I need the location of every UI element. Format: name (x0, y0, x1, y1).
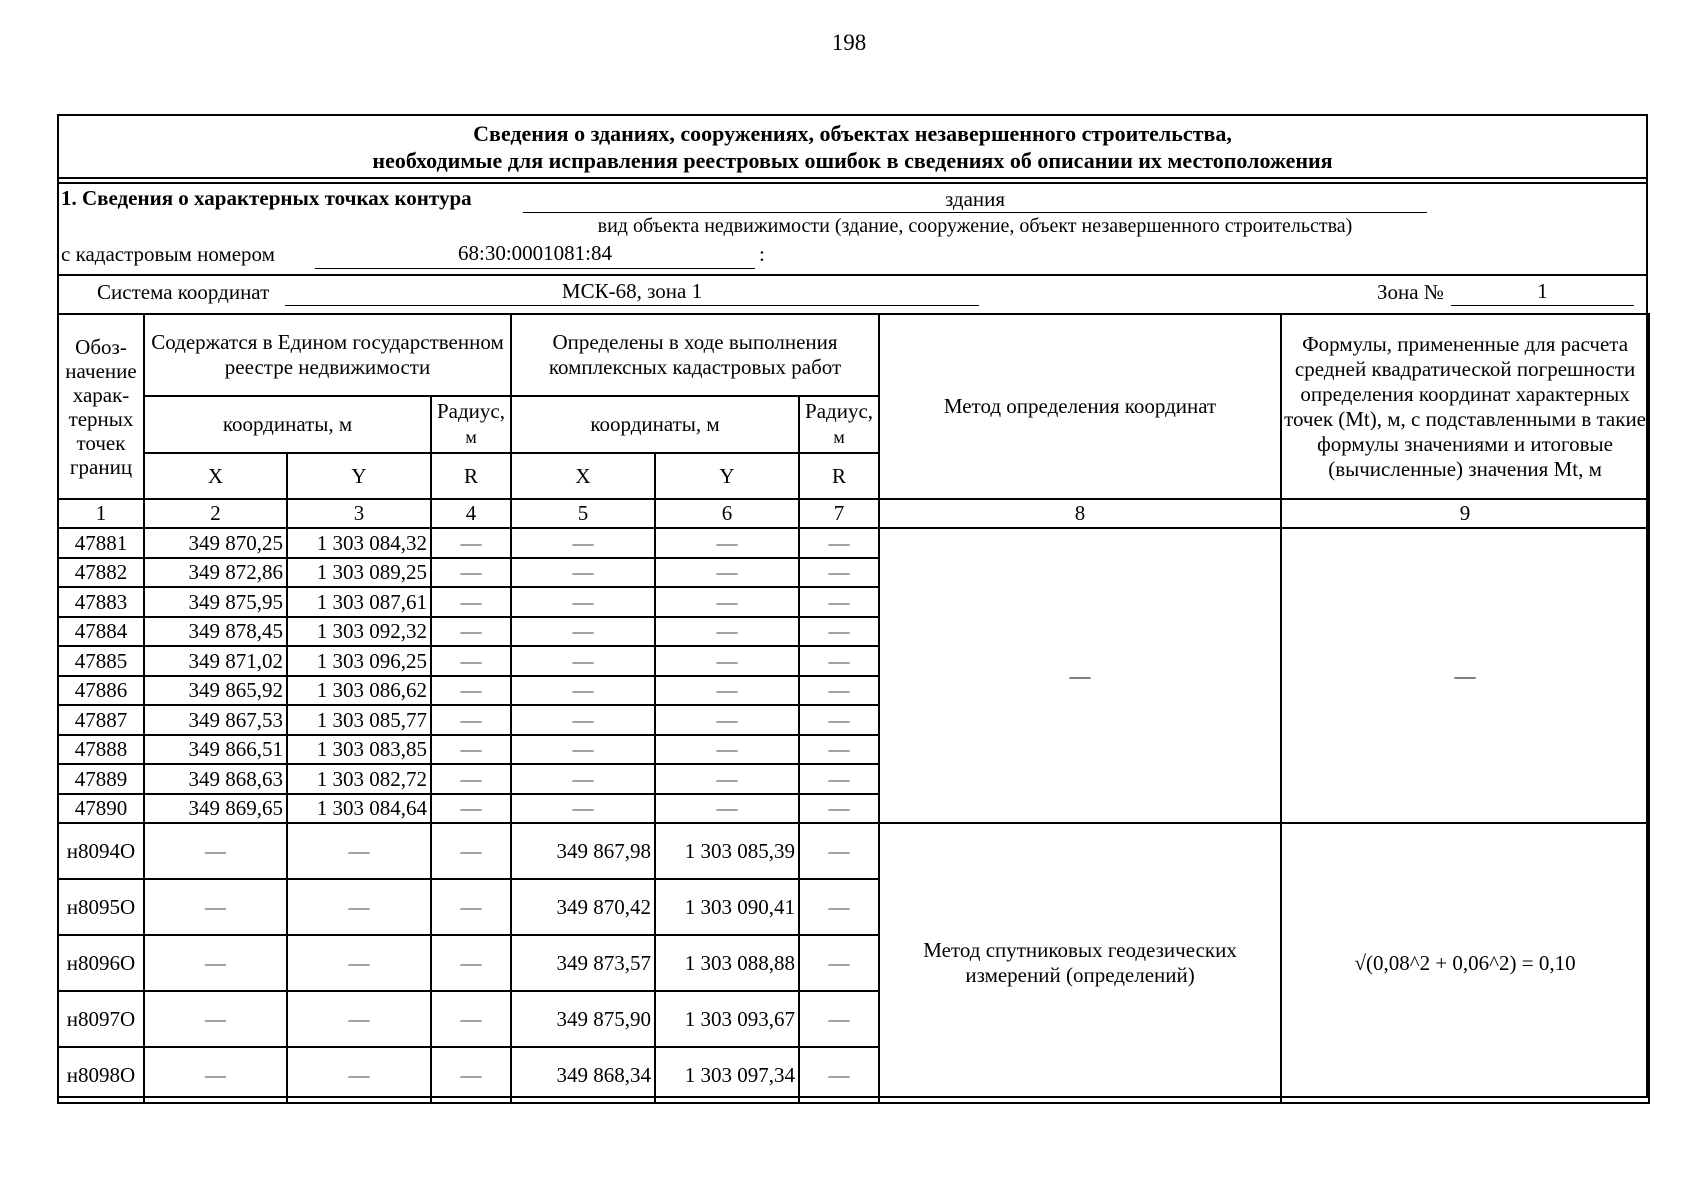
points-table (57, 313, 1650, 1104)
cell-y: 1 303 084,64 (287, 794, 431, 824)
cell-point-id: н8095О (58, 879, 144, 935)
cell-formula: √(0,08^2 + 0,06^2) = 0,10 (1281, 823, 1649, 1103)
cell-y2: — (655, 705, 799, 735)
page-number: 198 (831, 30, 867, 55)
title-line-1: Сведения о зданиях, сооружениях, объектах незавершенного строительства, (473, 121, 1232, 146)
column-number: 1 (58, 499, 144, 528)
coord-system-label: Система координат (97, 280, 270, 304)
radius-label: Радиус, (805, 399, 874, 423)
document-frame (57, 114, 1648, 1098)
cell-r: — (431, 794, 511, 824)
zone-label: Зона № (1377, 280, 1444, 304)
object-type-caption: вид объекта недвижимости (здание, сооружение, объект незавершенного строительства) (597, 215, 1353, 237)
table-row (58, 528, 1649, 558)
cell-y: 1 303 085,77 (287, 705, 431, 735)
column-number: 8 (879, 499, 1281, 528)
cell-x2: — (511, 617, 655, 647)
cell-r2: — (799, 528, 879, 558)
cell-point-id: н8094О (58, 823, 144, 879)
cell-y2: 1 303 090,41 (655, 879, 799, 935)
cell-y: — (287, 879, 431, 935)
col-header-kkr: Определены в ходе выполнения комплексных кадастровых работ (511, 314, 879, 396)
cell-r: — (431, 735, 511, 765)
zone-value: 1 (1537, 279, 1548, 303)
cell-x2: — (511, 676, 655, 706)
radius-unit: м (833, 427, 845, 447)
column-number: 5 (511, 499, 655, 528)
cell-y2: — (655, 558, 799, 588)
cell-x: 349 871,02 (144, 646, 287, 676)
cell-r: — (431, 935, 511, 991)
cell-y2: — (655, 764, 799, 794)
cell-y: 1 303 082,72 (287, 764, 431, 794)
cell-x2: 349 870,42 (511, 879, 655, 935)
cell-y: — (287, 1047, 431, 1103)
cell-point-id: 47887 (58, 705, 144, 735)
cell-x2: 349 867,98 (511, 823, 655, 879)
cell-y2: 1 303 093,67 (655, 991, 799, 1047)
cell-point-id: 47882 (58, 558, 144, 588)
cell-r2: — (799, 676, 879, 706)
col-header-egrn: Содержатся в Едином государственном реестре недвижимости (144, 314, 511, 396)
cell-x: — (144, 879, 287, 935)
cell-point-id: 47884 (58, 617, 144, 647)
cell-y: — (287, 935, 431, 991)
cell-r: — (431, 646, 511, 676)
cell-x: 349 867,53 (144, 705, 287, 735)
cell-r: — (431, 587, 511, 617)
coord-system-underline (285, 305, 979, 306)
cell-y: 1 303 087,61 (287, 587, 431, 617)
cell-r2: — (799, 935, 879, 991)
cell-x2: — (511, 735, 655, 765)
cell-x: — (144, 823, 287, 879)
cell-y: 1 303 086,62 (287, 676, 431, 706)
cell-x2: 349 868,34 (511, 1047, 655, 1103)
cell-x2: 349 875,90 (511, 991, 655, 1047)
cell-r2: — (799, 735, 879, 765)
column-number: 4 (431, 499, 511, 528)
cell-method: — (879, 528, 1281, 823)
col-header-kkr-radius (799, 396, 879, 453)
cell-point-id: 47889 (58, 764, 144, 794)
column-number: 2 (144, 499, 287, 528)
col-header-x: X (144, 453, 287, 499)
cell-x: 349 875,95 (144, 587, 287, 617)
cell-r2: — (799, 794, 879, 824)
section-divider (59, 274, 1646, 276)
title-divider (59, 177, 1646, 179)
cell-x: — (144, 935, 287, 991)
cell-x2: — (511, 794, 655, 824)
cell-y: — (287, 823, 431, 879)
title-divider-double (59, 182, 1646, 184)
title-line-2: необходимые для исправления реестровых ошибок в сведениях об описании их местоположения (372, 148, 1333, 173)
cell-r: — (431, 558, 511, 588)
cell-x2: — (511, 587, 655, 617)
cell-y2: — (655, 676, 799, 706)
cell-point-id: 47881 (58, 528, 144, 558)
cell-x: 349 870,25 (144, 528, 287, 558)
cell-r2: — (799, 764, 879, 794)
col-header-r: R (431, 453, 511, 499)
cell-x2: — (511, 646, 655, 676)
cell-x2: 349 873,57 (511, 935, 655, 991)
col-header-point-id: Обоз-начение харак-терных точек границ (58, 314, 144, 499)
cell-point-id: 47885 (58, 646, 144, 676)
cell-y: 1 303 084,32 (287, 528, 431, 558)
cell-x: 349 865,92 (144, 676, 287, 706)
radius-unit: м (465, 427, 477, 447)
cell-r: — (431, 617, 511, 647)
object-type-underline (523, 212, 1427, 213)
col-header-egrn-coords: координаты, м (144, 396, 431, 453)
cell-x: 349 872,86 (144, 558, 287, 588)
cell-y2: — (655, 646, 799, 676)
cell-r: — (431, 823, 511, 879)
cell-x: — (144, 1047, 287, 1103)
cell-x: 349 868,63 (144, 764, 287, 794)
cell-y2: — (655, 528, 799, 558)
cell-x: 349 878,45 (144, 617, 287, 647)
document-title (59, 120, 1646, 174)
cadastral-label: с кадастровым номером (61, 242, 275, 266)
cell-method: Метод спутниковых геодезических измерений (определений) (879, 823, 1281, 1103)
cell-x: 349 866,51 (144, 735, 287, 765)
cell-y2: — (655, 587, 799, 617)
cell-x2: — (511, 764, 655, 794)
cell-r: — (431, 705, 511, 735)
col-header-r2: R (799, 453, 879, 499)
column-number: 6 (655, 499, 799, 528)
cell-r2: — (799, 1047, 879, 1103)
column-number: 9 (1281, 499, 1649, 528)
col-header-formulas: Формулы, примененные для расчета средней квадратической погрешности определения координат характерных точек (Mt), м, с подставленными в такие формулы значениями и итоговые (вычисленные) значения Mt, м (1281, 314, 1649, 499)
cell-y: 1 303 096,25 (287, 646, 431, 676)
cell-y: 1 303 089,25 (287, 558, 431, 588)
cell-x: — (144, 991, 287, 1047)
cadastral-underline (315, 268, 755, 269)
cell-point-id: 47890 (58, 794, 144, 824)
cell-y2: 1 303 097,34 (655, 1047, 799, 1103)
cell-r2: — (799, 646, 879, 676)
cell-r: — (431, 1047, 511, 1103)
cell-y2: 1 303 088,88 (655, 935, 799, 991)
cell-r2: — (799, 587, 879, 617)
cell-r2: — (799, 991, 879, 1047)
cadastral-number: 68:30:0001081:84 (457, 241, 612, 265)
cell-y2: — (655, 735, 799, 765)
cell-r2: — (799, 617, 879, 647)
coord-system-value: МСК-68, зона 1 (561, 279, 703, 303)
cell-y: 1 303 092,32 (287, 617, 431, 647)
cell-point-id: 47886 (58, 676, 144, 706)
radius-label: Радиус, (437, 399, 505, 423)
cell-r: — (431, 676, 511, 706)
col-header-y2: Y (655, 453, 799, 499)
cell-r: — (431, 879, 511, 935)
cell-x2: — (511, 558, 655, 588)
col-header-y: Y (287, 453, 431, 499)
cell-point-id: н8096О (58, 935, 144, 991)
cadastral-suffix: : (759, 242, 765, 266)
col-header-egrn-radius (431, 396, 511, 453)
cell-y2: — (655, 794, 799, 824)
cell-x2: — (511, 705, 655, 735)
cell-y2: 1 303 085,39 (655, 823, 799, 879)
cell-r: — (431, 528, 511, 558)
col-header-kkr-coords: координаты, м (511, 396, 799, 453)
cell-r2: — (799, 823, 879, 879)
cell-point-id: н8098О (58, 1047, 144, 1103)
cell-y: 1 303 083,85 (287, 735, 431, 765)
cell-formula: — (1281, 528, 1649, 823)
section-heading: 1. Сведения о характерных точках контура (61, 186, 472, 210)
column-number: 7 (799, 499, 879, 528)
cell-x2: — (511, 528, 655, 558)
cell-r: — (431, 991, 511, 1047)
cell-r2: — (799, 879, 879, 935)
cell-r2: — (799, 558, 879, 588)
zone-underline (1451, 305, 1634, 306)
object-type-value: здания (944, 187, 1006, 211)
cell-point-id: н8097О (58, 991, 144, 1047)
cell-r2: — (799, 705, 879, 735)
cell-x: 349 869,65 (144, 794, 287, 824)
cell-y: — (287, 991, 431, 1047)
cell-y2: — (655, 617, 799, 647)
col-header-method: Метод определения координат (879, 314, 1281, 499)
column-number-row (58, 499, 1649, 528)
cell-point-id: 47883 (58, 587, 144, 617)
cell-point-id: 47888 (58, 735, 144, 765)
table-row (58, 823, 1649, 879)
col-header-x2: X (511, 453, 655, 499)
cell-r: — (431, 764, 511, 794)
column-number: 3 (287, 499, 431, 528)
